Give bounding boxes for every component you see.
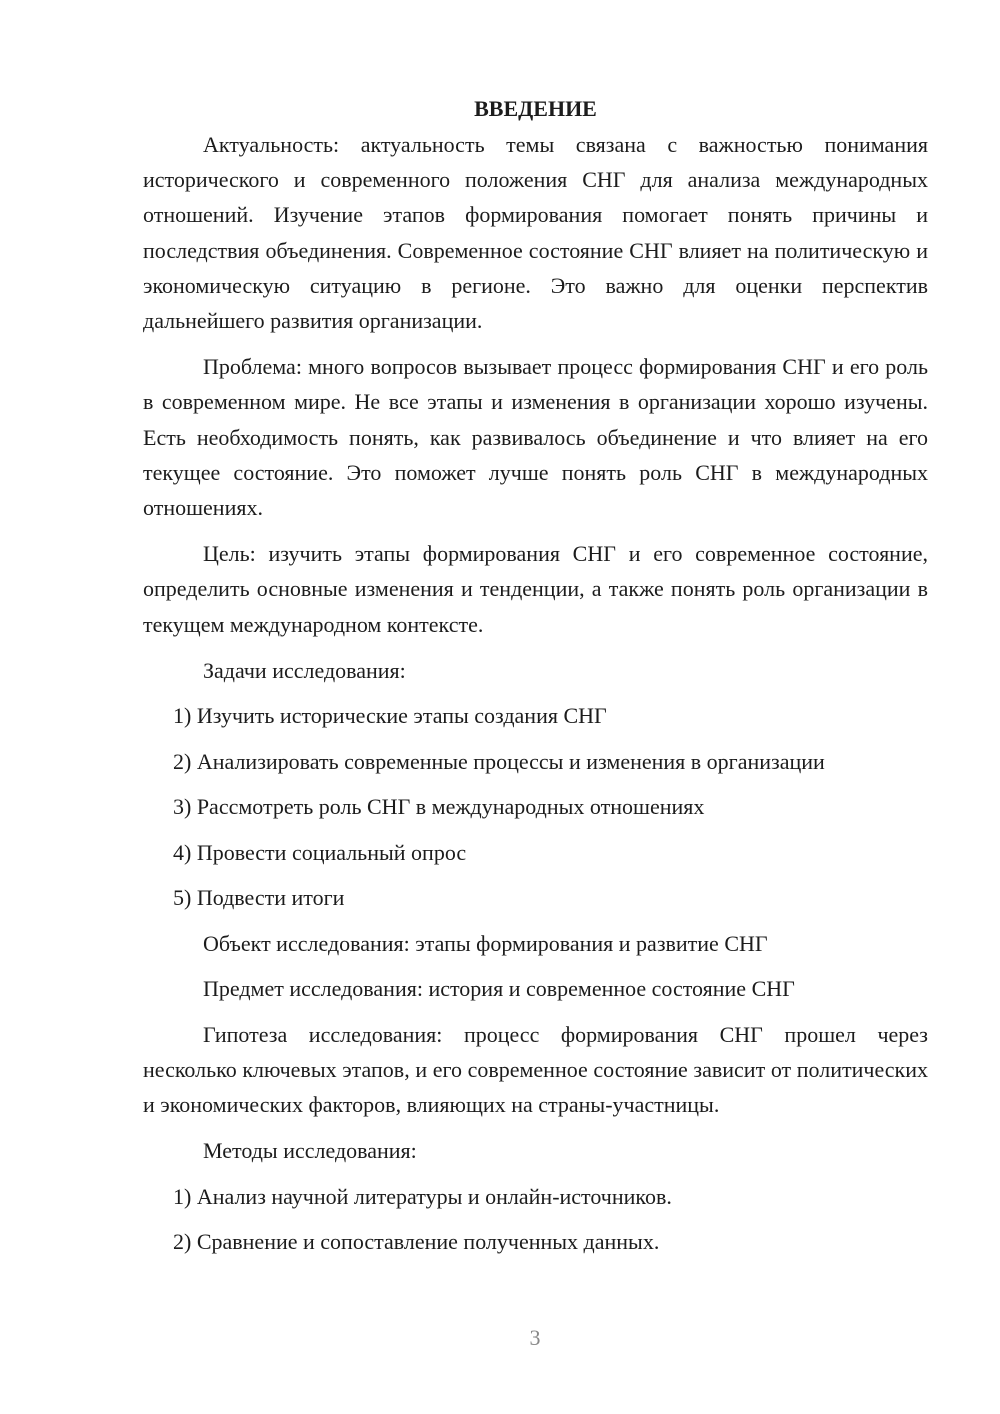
task-item: 5) Подвести итоги <box>173 885 345 911</box>
document-page <box>143 92 928 1270</box>
goal-paragraph: Цель: изучить этапы формирования СНГ и его современное состояние, определить основные изменения и тенденции, а также понять роль организации в текущем международном контексте. <box>143 541 928 637</box>
research-object: Объект исследования: этапы формирования и развитие СНГ <box>203 930 768 956</box>
method-item: 1) Анализ научной литературы и онлайн-источников. <box>173 1183 672 1209</box>
method-item: 2) Сравнение и сопоставление полученных данных. <box>173 1229 660 1255</box>
task-item: 1) Изучить исторические этапы создания СНГ <box>173 703 607 729</box>
methods-title: Методы исследования: <box>203 1138 417 1164</box>
section-heading: ВВЕДЕНИЕ <box>474 96 597 121</box>
relevance-paragraph: Актуальность: актуальность темы связана с важностью понимания исторического и современного положения СНГ для анализа международных отношений. Изучение этапов формирования помогает понять причины и последствия объединения. Современное состояние СНГ влияет на политическую и экономическую ситуацию в регионе. Это важно для оценки перспектив дальнейшего развития организации. <box>143 132 928 334</box>
task-item: 4) Провести социальный опрос <box>173 839 467 865</box>
tasks-title: Задачи исследования: <box>203 657 406 683</box>
hypothesis-paragraph: Гипотеза исследования: процесс формирования СНГ прошел через несколько ключевых этапов, и его современное состояние зависит от политических и экономических факторов, влияющих на страны-участницы. <box>143 1021 928 1118</box>
research-subject: Предмет исследования: история и современное состояние СНГ <box>203 976 795 1002</box>
page-number: 3 <box>529 1325 541 1350</box>
task-item: 3) Рассмотреть роль СНГ в международных отношениях <box>173 794 705 820</box>
problem-paragraph: Проблема: много вопросов вызывает процесс формирования СНГ и его роль в современном мире. Не все этапы и изменения в организации хорошо изучены. Есть необходимость понять, как развивалось объединение и что влияет на его текущее состояние. Это поможет лучше понять роль СНГ в международных отношениях. <box>143 354 928 521</box>
task-item: 2) Анализировать современные процессы и изменения в организации <box>173 748 825 774</box>
